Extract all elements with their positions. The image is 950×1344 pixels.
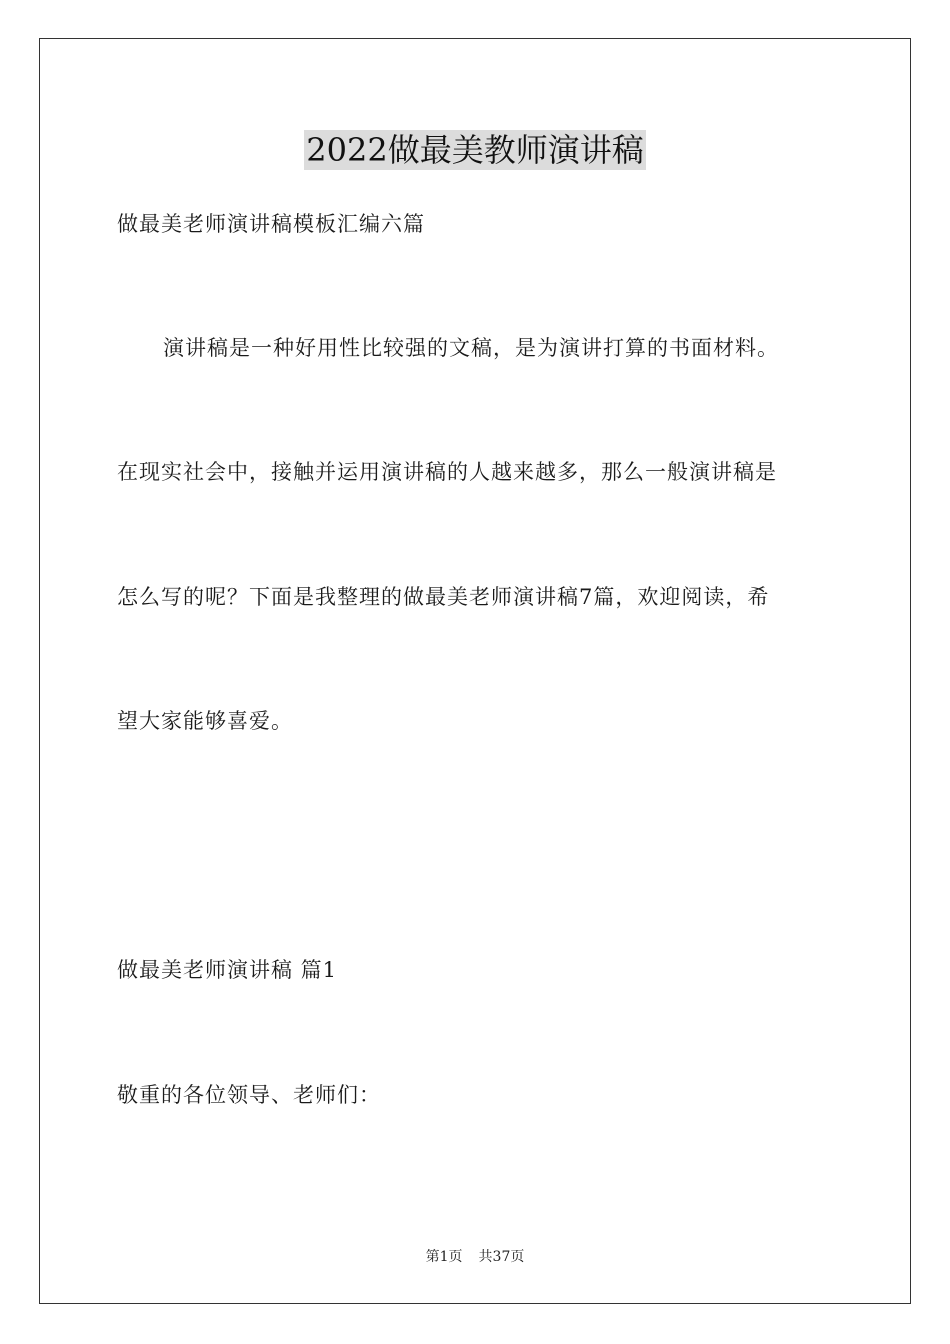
paragraph-line-3: 怎么写的呢？下面是我整理的做最美老师演讲稿7篇，欢迎阅读，希 bbox=[117, 585, 770, 609]
paragraph-line-1: 演讲稿是一种好用性比较强的文稿，是为演讲打算的书面材料。 bbox=[163, 336, 779, 360]
salutation: 敬重的各位领导、老师们： bbox=[117, 1083, 381, 1107]
section-heading: 做最美老师演讲稿 篇1 bbox=[117, 958, 338, 982]
paragraph-line-2: 在现实社会中，接触并运用演讲稿的人越来越多，那么一般演讲稿是 bbox=[117, 460, 777, 484]
page-footer bbox=[0, 1247, 950, 1267]
document-title: 2022做最美教师演讲稿 bbox=[306, 131, 644, 169]
page-total: 共37页 bbox=[478, 1249, 525, 1265]
page-number: 第1页 bbox=[425, 1249, 463, 1265]
document-subtitle: 做最美老师演讲稿模板汇编六篇 bbox=[117, 212, 425, 236]
paragraph-line-4: 望大家能够喜爱。 bbox=[117, 709, 293, 733]
title-container bbox=[0, 130, 950, 170]
